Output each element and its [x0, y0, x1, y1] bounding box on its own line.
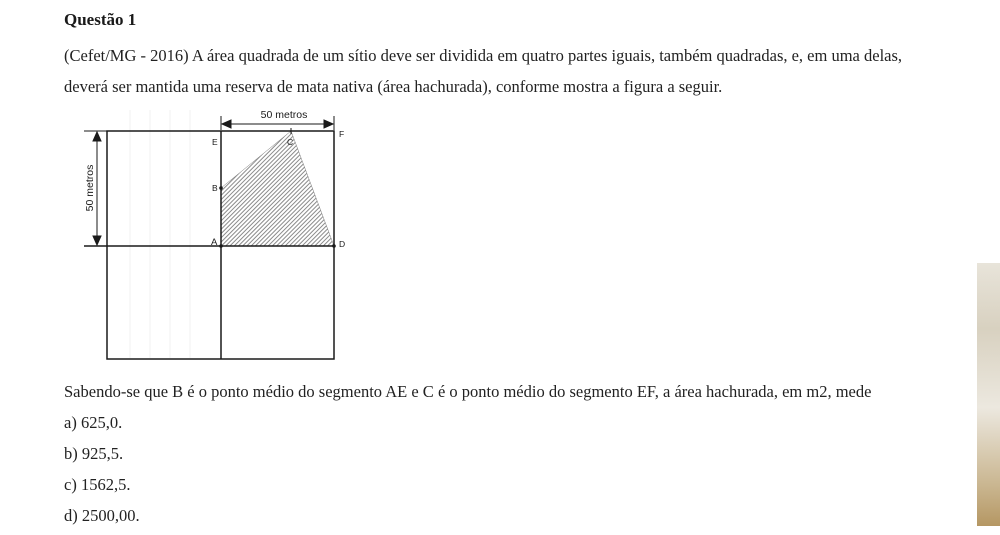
background-grid — [130, 110, 190, 358]
point-label-d: D — [339, 239, 346, 249]
question-prompt: Sabendo-se que B é o ponto médio do segmento AE e C é o ponto médio do segmento EF, a área hachurada, em m2, mede — [64, 382, 872, 401]
point-label-f: F — [339, 129, 345, 139]
question-statement: (Cefet/MG - 2016) A área quadrada de um sítio deve ser dividida em quatro partes iguais, também quadradas, e, em uma delas, deverá ser mantida uma reserva de mata nativa (área hachurada), conforme mostra a figura a seguir. — [64, 46, 903, 96]
answer-options — [64, 411, 140, 535]
hatched-area — [221, 131, 334, 246]
option-a[interactable]: a) 625,0. — [64, 413, 123, 432]
side-dimension-label: 50 metros — [84, 164, 96, 212]
top-dimension-label: 50 metros — [260, 109, 308, 121]
option-d[interactable]: d) 2500,00. — [64, 506, 140, 525]
point-label-a: A — [211, 237, 218, 248]
option-b[interactable]: b) 925,5. — [64, 444, 124, 463]
point-label-c: C — [287, 137, 294, 147]
square-plot-figure — [80, 104, 360, 366]
question-title: Questão 1 — [64, 10, 137, 29]
point-label-e: E — [212, 137, 218, 147]
point-label-b: B — [212, 183, 218, 193]
option-c[interactable]: c) 1562,5. — [64, 475, 131, 494]
photo-strip-edge — [977, 263, 1000, 526]
